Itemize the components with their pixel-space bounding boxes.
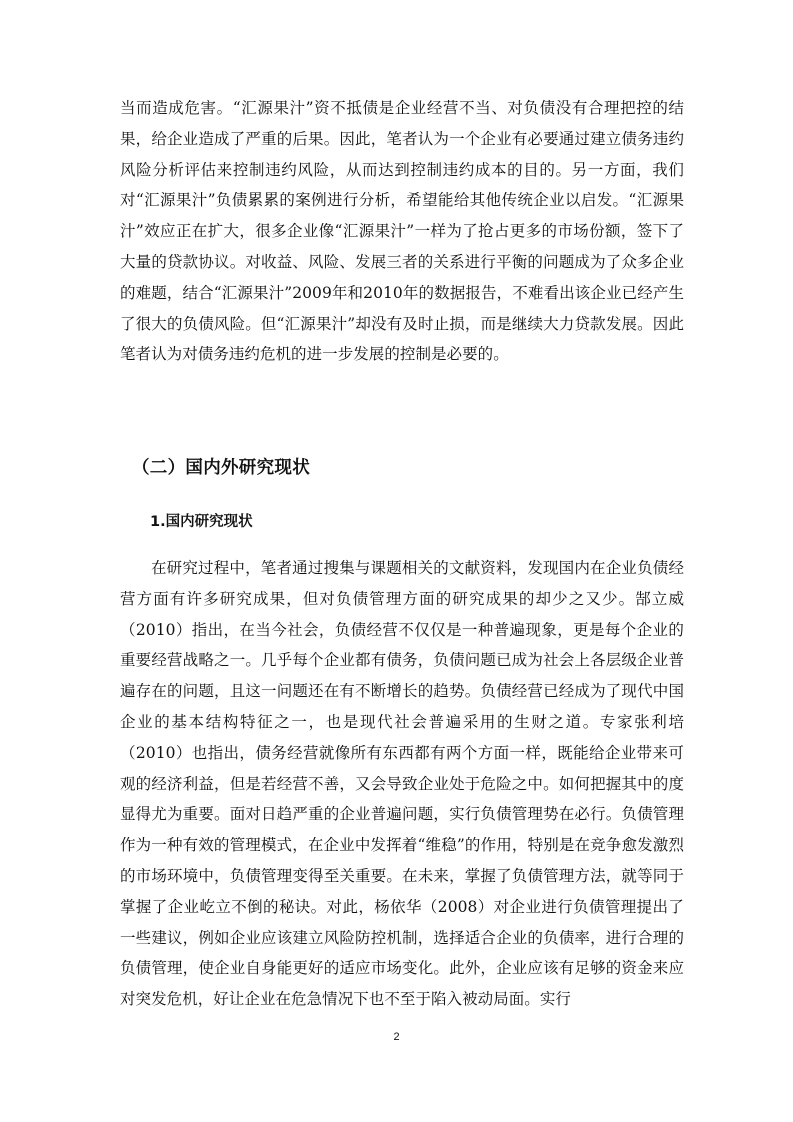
paragraph-text: 当而造成危害。“汇源果汁”资不抵债是企业经营不当、对负债没有合理把控的结果，给企业造成了严重的后果。因此，笔者认为一个企业有必要通过建立债务违约风险分析评估来控制违约风险，从而达到控制违约成本的目的。另一方面，我们对“汇源果汁”负债累累的案例进行分析，希望能给其他传统企业以启发。“汇源果汁”效应正在扩大，很多企业像“汇源果汁”一样为了抢占更多的市场份额，签下了大量的贷款协议。对收益、风险、发展三者的关系进行平衡的问题成为了众多企业的难题，结合“汇源果汁”2009年和2010年的数据报告，不难看出该企业已经产生了很大的负债风险。但“汇源果汁”却没有及时止损，而是继续大力贷款发展。因此笔者认为对债务违约危机的进一步发展的控制是必要的。 — [120, 99, 684, 364]
page-number: 2 — [393, 1031, 400, 1043]
paragraph-text: 在研究过程中，笔者通过搜集与课题相关的文献资料，发现国内在企业负债经营方面有许多研究成果，但对负债管理方面的研究成果的却少之又少。郜立威（2010）指出，在当今社会，负债经营不仅仅是一种普遍现象，更是每个企业的重要经营战略之一。几乎每个企业都有债务，负债问题已成为社会上各层级企业普遍存在的问题，且这一问题还在有不断增长的趋势。负债经营已经成为了现代中国企业的基本结构特征之一，也是现代社会普遍采用的生财之道。专家张利培（2010）也指出，债务经营就像所有东西都有两个方面一样，既能给企业带来可观的经济利益，但是若经营不善，又会导致企业处于危险之中。如何把握其中的度显得尤为重要。面对日趋严重的企业普遍问题，实行负债管理势在必行。负债管理作为一种有效的管理模式，在企业中发挥着“维稳”的作用，特别是在竞争愈发激烈的市场环境中，负债管理变得至关重要。在未来，掌握了负债管理方法，就等同于掌握了企业屹立不倒的秘诀。对此，杨依华（2008）对企业进行负债管理提出了一些建议，例如企业应该建立风险防控机制，选择适合企业的负债率，进行合理的负债管理，使企业自身能更好的适应市场变化。此外，企业应该有足够的资金来应对突发危机，好让企业在危急情况下也不至于陷入被动局面。实行 — [120, 559, 684, 1009]
section-heading: （二）国内外研究现状 — [132, 458, 310, 478]
body-paragraph — [120, 553, 684, 1015]
body-paragraph-continued — [120, 93, 684, 370]
subsection-heading: 1.国内研究现状 — [150, 514, 253, 530]
